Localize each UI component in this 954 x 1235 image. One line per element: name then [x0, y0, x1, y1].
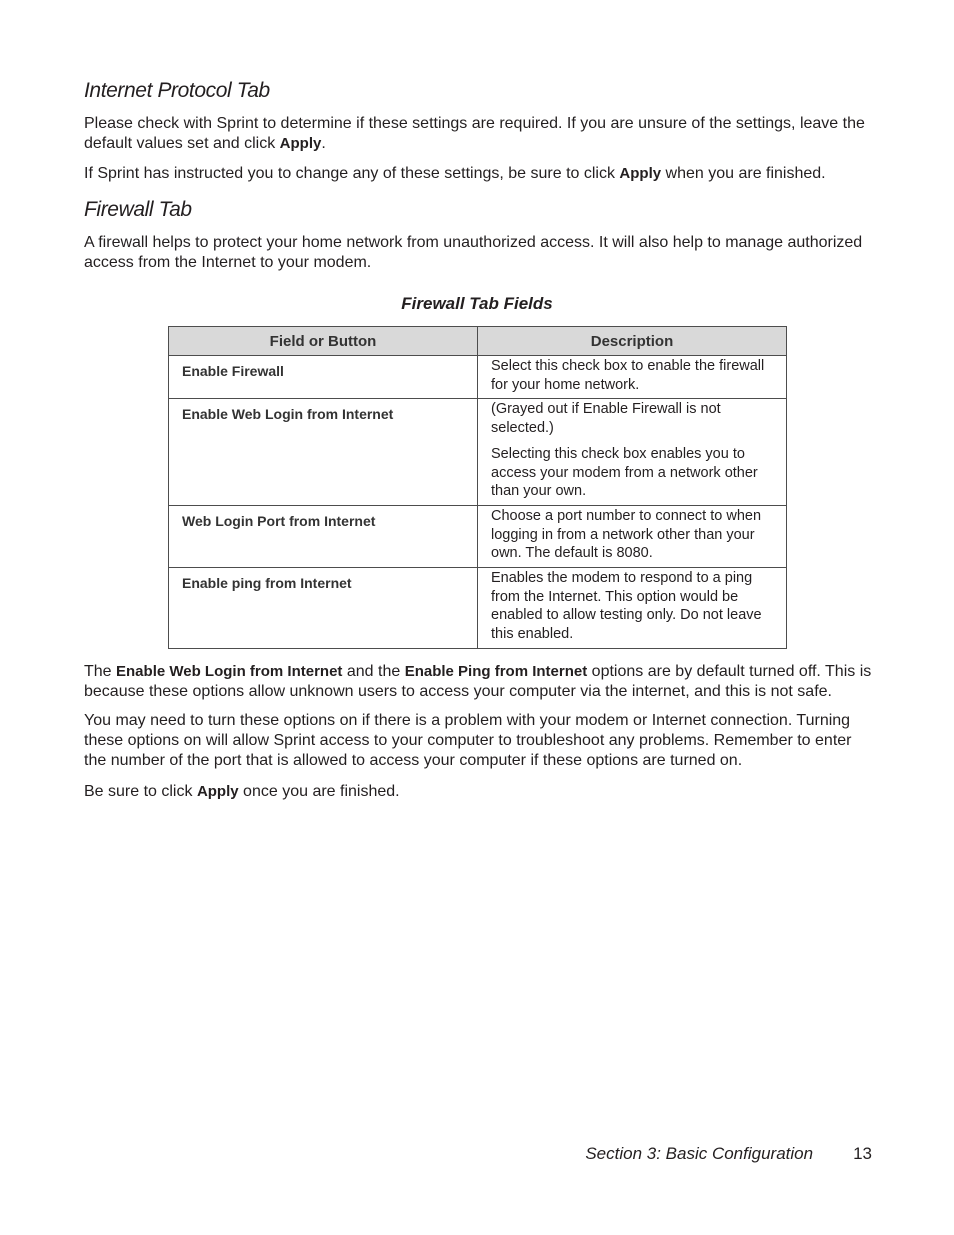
description-text: (Grayed out if Enable Firewall is not selected.): [491, 401, 721, 437]
description-cell: [478, 568, 787, 649]
description-cell: [478, 505, 787, 567]
text: Be sure to click: [84, 783, 197, 800]
description-text: Selecting this check box enables you to access your modem from a network other than your own.: [491, 445, 758, 500]
table-row: [169, 505, 787, 567]
default-off-paragraph: [84, 662, 874, 702]
table-row: [169, 568, 787, 649]
text: and the: [342, 663, 405, 680]
text: .: [321, 135, 326, 152]
apply-reminder-paragraph: [84, 782, 874, 802]
firewall-fields-table: [168, 326, 787, 649]
table-title: Firewall Tab Fields: [401, 294, 553, 313]
enable-web-login-term: Enable Web Login from Internet: [116, 663, 343, 680]
firewall-heading: Firewall Tab: [84, 198, 192, 221]
firewall-intro-paragraph: A firewall helps to protect your home network from unauthorized access. It will also help to manage authorized access from the Internet to your modem.: [84, 234, 863, 271]
description-text: Select this check box to enable the firewall for your home network.: [491, 358, 765, 393]
apply-term: Apply: [279, 135, 322, 152]
text: The: [84, 663, 117, 680]
table-row: [169, 399, 787, 506]
description-cell: [478, 399, 787, 506]
text: Please check with Sprint to determine if these settings are required. If you are unsure of the settings, leave the default values set and click: [84, 115, 865, 152]
table-header-row: [169, 327, 787, 356]
field-name-cell: Enable Web Login from Internet: [169, 399, 478, 506]
description-text: Enables the modem to respond to a ping from the Internet. This option would be enabled to allow testing only. Do not leave this enabled.: [491, 570, 762, 643]
apply-term: Apply: [619, 165, 662, 182]
text: when you are finished.: [661, 165, 826, 182]
text: once you are finished.: [238, 783, 400, 800]
field-name-cell: Enable Firewall: [169, 356, 478, 399]
text: options are by default turned off. This is because these options allow unknown users to access your computer via the internet, and this is not safe.: [84, 663, 872, 700]
page-number: 13: [853, 1144, 872, 1163]
column-header-description: Description: [478, 327, 787, 356]
internet-protocol-paragraph-2: [84, 164, 874, 184]
description-cell: [478, 356, 787, 399]
table-row: [169, 356, 787, 399]
enable-ping-term: Enable Ping from Internet: [404, 663, 588, 680]
field-name-cell: Enable ping from Internet: [169, 568, 478, 649]
apply-term: Apply: [196, 783, 239, 800]
page-footer: [560, 1144, 872, 1164]
field-name-cell: Web Login Port from Internet: [169, 505, 478, 567]
description-text: Choose a port number to connect to when logging in from a network other than your own. The default is 8080.: [491, 507, 762, 562]
internet-protocol-heading: Internet Protocol Tab: [84, 79, 270, 102]
text: If Sprint has instructed you to change any of these settings, be sure to click: [84, 165, 620, 182]
troubleshoot-paragraph: You may need to turn these options on if there is a problem with your modem or Internet connection. Turning these options on will allow Sprint access to your computer to troubleshoot any problems. Remember to enter the number of the port that is allowed to access your computer if these options are turned on.: [84, 712, 852, 769]
internet-protocol-paragraph-1: [84, 114, 874, 154]
footer-section-title: Section 3: Basic Configuration: [585, 1144, 814, 1163]
column-header-field: Field or Button: [169, 327, 478, 356]
